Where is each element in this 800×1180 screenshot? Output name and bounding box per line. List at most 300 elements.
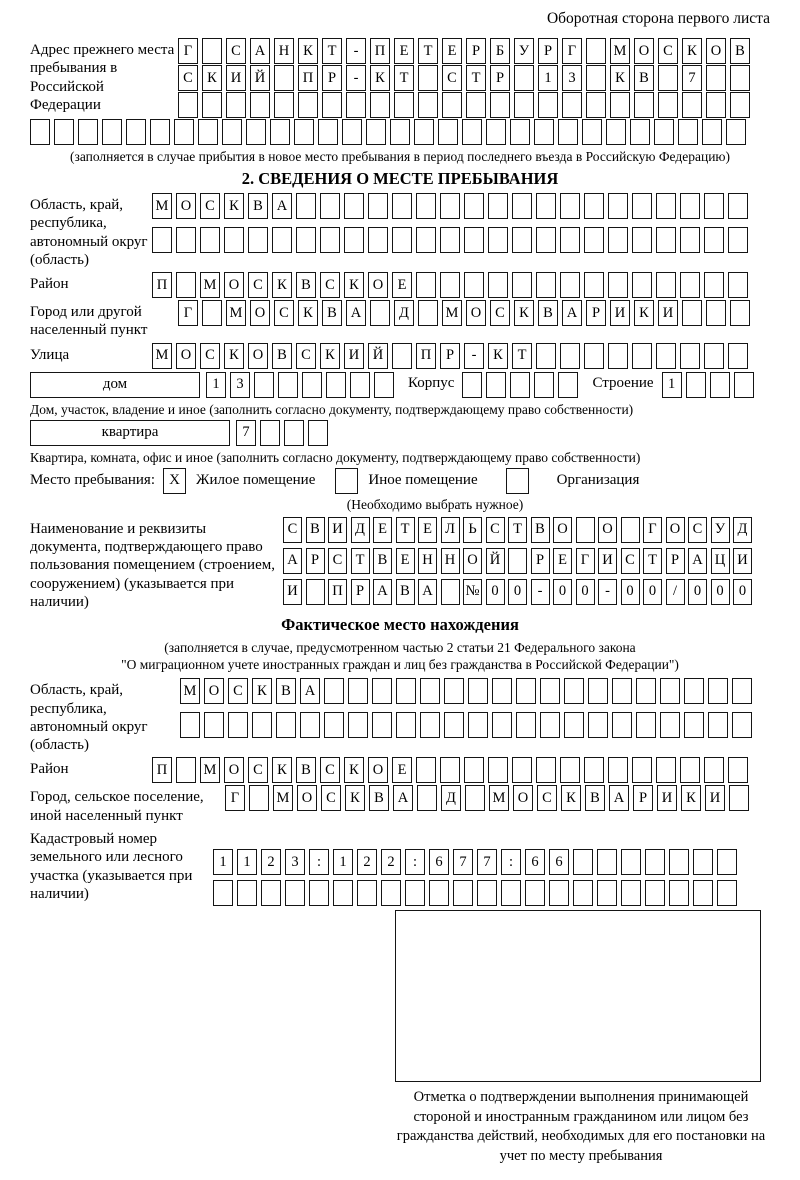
char-cell xyxy=(344,227,364,253)
char-cell: Т xyxy=(351,548,370,574)
region-row-1 xyxy=(152,193,752,219)
char-cell: И xyxy=(657,785,677,811)
char-cell: - xyxy=(598,579,617,605)
char-cell: В xyxy=(296,272,316,298)
char-cell xyxy=(381,880,401,906)
prev-address-field xyxy=(30,38,770,118)
char-cell: 3 xyxy=(562,65,582,91)
char-cell: - xyxy=(346,65,366,91)
char-cell: О xyxy=(368,757,388,783)
char-cell xyxy=(416,227,436,253)
char-cell xyxy=(536,343,556,369)
char-cell: Т xyxy=(508,517,527,543)
char-cell: С xyxy=(320,757,340,783)
char-cell xyxy=(730,92,750,118)
char-cell: В xyxy=(276,678,296,704)
char-cell xyxy=(440,193,460,219)
char-cell xyxy=(416,193,436,219)
char-cell xyxy=(621,517,640,543)
char-cell xyxy=(374,372,394,398)
char-cell xyxy=(309,880,329,906)
street-field xyxy=(30,343,770,369)
char-cell xyxy=(444,712,464,738)
prev-address-row-2 xyxy=(178,65,754,91)
char-cell xyxy=(176,757,196,783)
char-cell xyxy=(576,517,595,543)
char-cell xyxy=(420,712,440,738)
char-cell: А xyxy=(346,300,366,326)
char-cell xyxy=(636,712,656,738)
char-cell: С xyxy=(537,785,557,811)
char-cell xyxy=(222,119,242,145)
char-cell xyxy=(586,38,606,64)
char-cell xyxy=(702,119,722,145)
char-cell xyxy=(608,272,628,298)
char-cell xyxy=(285,880,305,906)
char-cell xyxy=(444,678,464,704)
char-cell: 0 xyxy=(688,579,707,605)
char-cell: С xyxy=(200,343,220,369)
char-cell: 7 xyxy=(453,849,473,875)
char-cell xyxy=(418,92,438,118)
char-cell: С xyxy=(178,65,198,91)
char-cell xyxy=(704,227,724,253)
char-cell xyxy=(630,119,650,145)
char-cell: 7 xyxy=(477,849,497,875)
char-cell: Т xyxy=(396,517,415,543)
char-cell: Й xyxy=(250,65,270,91)
region-label: Область, край, республика, автономный округ (область) xyxy=(30,197,148,268)
char-cell: С xyxy=(274,300,294,326)
char-cell xyxy=(632,272,652,298)
char-cell xyxy=(176,227,196,253)
char-cell xyxy=(680,757,700,783)
char-cell xyxy=(612,678,632,704)
char-cell: К xyxy=(514,300,534,326)
char-cell: К xyxy=(272,757,292,783)
char-cell xyxy=(512,757,532,783)
char-cell: У xyxy=(711,517,730,543)
char-cell: М xyxy=(200,757,220,783)
char-cell: П xyxy=(416,343,436,369)
char-cell xyxy=(252,712,272,738)
char-cell xyxy=(350,372,370,398)
char-cell: 1 xyxy=(662,372,682,398)
char-cell xyxy=(468,712,488,738)
char-cell xyxy=(284,420,304,446)
actual-location-note-line2: "О миграционном учете иностранных граждан и лиц без гражданства в Российской Федерации") xyxy=(121,657,679,673)
char-cell xyxy=(708,678,728,704)
char-cell xyxy=(730,65,750,91)
char-cell: О xyxy=(513,785,533,811)
char-cell: К xyxy=(252,678,272,704)
char-cell: П xyxy=(370,38,390,64)
char-cell xyxy=(660,712,680,738)
char-cell xyxy=(632,757,652,783)
street-row xyxy=(152,343,752,369)
char-cell: Е xyxy=(392,272,412,298)
char-cell: 1 xyxy=(333,849,353,875)
char-cell: 0 xyxy=(643,579,662,605)
char-cell xyxy=(584,757,604,783)
house-row xyxy=(30,372,770,398)
char-cell: М xyxy=(152,193,172,219)
actual-region-row-2 xyxy=(180,712,756,738)
char-cell xyxy=(249,785,269,811)
char-cell xyxy=(656,227,676,253)
char-cell: П xyxy=(152,272,172,298)
char-cell: Р xyxy=(466,38,486,64)
char-cell xyxy=(680,227,700,253)
char-cell xyxy=(488,272,508,298)
char-cell: Т xyxy=(512,343,532,369)
char-cell: К xyxy=(681,785,701,811)
char-cell xyxy=(514,92,534,118)
char-cell: Д xyxy=(351,517,370,543)
char-cell xyxy=(150,119,170,145)
char-cell: Т xyxy=(418,38,438,64)
actual-district-field xyxy=(30,757,770,783)
char-cell xyxy=(248,227,268,253)
char-cell xyxy=(296,193,316,219)
char-cell: Р xyxy=(322,65,342,91)
char-cell: С xyxy=(442,65,462,91)
char-cell xyxy=(573,849,593,875)
char-cell: 0 xyxy=(486,579,505,605)
house-note: Дом, участок, владение и иное (заполнить согласно документу, подтверждающему право собственности) xyxy=(30,401,634,417)
actual-region-label: Область, край, республика, автономный округ (область) xyxy=(30,682,148,754)
char-cell xyxy=(416,272,436,298)
char-cell: Д xyxy=(394,300,414,326)
char-cell xyxy=(608,757,628,783)
char-cell: - xyxy=(464,343,484,369)
char-cell: С xyxy=(658,38,678,64)
char-cell: А xyxy=(373,579,392,605)
document-row-3 xyxy=(283,579,756,605)
char-cell: И xyxy=(283,579,302,605)
char-cell xyxy=(536,757,556,783)
char-cell xyxy=(732,678,752,704)
house-number-cells xyxy=(206,372,398,398)
char-cell: С xyxy=(688,517,707,543)
char-cell xyxy=(405,880,425,906)
char-cell xyxy=(560,757,580,783)
char-cell xyxy=(560,193,580,219)
char-cell xyxy=(501,880,521,906)
char-cell: Р xyxy=(633,785,653,811)
char-cell xyxy=(453,880,473,906)
char-cell: В xyxy=(585,785,605,811)
char-cell xyxy=(645,880,665,906)
stay-note: (Необходимо выбрать нужное) xyxy=(346,496,524,512)
char-cell: О xyxy=(598,517,617,543)
char-cell: 7 xyxy=(236,420,256,446)
char-cell xyxy=(300,712,320,738)
char-cell xyxy=(260,420,280,446)
char-cell: Р xyxy=(306,548,325,574)
char-cell xyxy=(438,119,458,145)
char-cell xyxy=(396,712,416,738)
char-cell: М xyxy=(152,343,172,369)
stay-option-label-organization: Организация xyxy=(556,472,640,489)
char-cell: 0 xyxy=(621,579,640,605)
char-cell: Е xyxy=(373,517,392,543)
char-cell: А xyxy=(272,193,292,219)
char-cell: Г xyxy=(225,785,245,811)
char-cell xyxy=(656,343,676,369)
char-cell xyxy=(370,300,390,326)
char-cell: 7 xyxy=(682,65,702,91)
char-cell xyxy=(270,119,290,145)
char-cell xyxy=(632,343,652,369)
char-cell xyxy=(584,193,604,219)
char-cell: Ц xyxy=(711,548,730,574)
stamp-box xyxy=(395,910,761,1082)
char-cell: М xyxy=(226,300,246,326)
char-cell: В xyxy=(306,517,325,543)
char-cell xyxy=(392,227,412,253)
char-cell: О xyxy=(368,272,388,298)
char-cell xyxy=(656,193,676,219)
char-cell xyxy=(704,343,724,369)
char-cell xyxy=(726,119,746,145)
char-cell xyxy=(693,849,713,875)
char-cell xyxy=(368,227,388,253)
stay-option-checkbox-residential: X xyxy=(163,468,186,494)
char-cell: О xyxy=(224,757,244,783)
char-cell xyxy=(538,92,558,118)
actual-location-title: Фактическое место нахождения xyxy=(281,615,519,635)
char-cell xyxy=(440,272,460,298)
char-cell xyxy=(704,272,724,298)
char-cell xyxy=(516,712,536,738)
char-cell: И xyxy=(226,65,246,91)
char-cell: С xyxy=(621,548,640,574)
actual-city-field xyxy=(30,785,770,825)
char-cell: 6 xyxy=(549,849,569,875)
char-cell: 6 xyxy=(525,849,545,875)
char-cell xyxy=(514,65,534,91)
apartment-row xyxy=(30,420,770,446)
stay-option-checkbox-organization xyxy=(506,468,529,494)
char-cell xyxy=(632,227,652,253)
char-cell: Е xyxy=(396,548,415,574)
char-cell xyxy=(656,272,676,298)
char-cell xyxy=(512,193,532,219)
char-cell: С xyxy=(283,517,302,543)
prev-address-row-3 xyxy=(178,92,754,118)
char-cell xyxy=(621,880,641,906)
char-cell: 1 xyxy=(206,372,226,398)
char-cell xyxy=(704,193,724,219)
char-cell: В xyxy=(531,517,550,543)
stay-option-label-residential: Жилое помещение xyxy=(196,472,316,489)
actual-district-label: Район xyxy=(30,761,69,778)
document-row-1 xyxy=(283,517,756,543)
char-cell: О xyxy=(176,193,196,219)
char-cell: А xyxy=(300,678,320,704)
cadastre-field xyxy=(30,827,770,906)
char-cell xyxy=(306,579,325,605)
char-cell xyxy=(490,92,510,118)
char-cell xyxy=(510,372,530,398)
char-cell: К xyxy=(224,193,244,219)
char-cell xyxy=(396,678,416,704)
prev-address-label: Адрес прежнего места пребывания в Российской Федерации xyxy=(30,42,175,113)
stamp-caption: Отметка о подтверждении выполнения принимающей стороной и иностранным гражданином или лицом без гражданства действий, необходимых для его постановки на учет по месту пребывания xyxy=(396,1089,766,1164)
apartment-note: Квартира, комната, офис и иное (заполнить согласно документу, подтверждающему право собственности) xyxy=(30,449,641,465)
char-cell: И xyxy=(328,517,347,543)
char-cell xyxy=(226,92,246,118)
char-cell: : xyxy=(405,849,425,875)
char-cell: М xyxy=(180,678,200,704)
char-cell xyxy=(198,119,218,145)
char-cell xyxy=(346,92,366,118)
char-cell xyxy=(560,227,580,253)
char-cell: С xyxy=(296,343,316,369)
char-cell: Д xyxy=(733,517,752,543)
char-cell: М xyxy=(273,785,293,811)
char-cell xyxy=(510,119,530,145)
char-cell xyxy=(549,880,569,906)
char-cell: Ь xyxy=(463,517,482,543)
cadastre-row-2 xyxy=(213,880,741,906)
char-cell: К xyxy=(682,38,702,64)
char-cell xyxy=(298,92,318,118)
char-cell xyxy=(466,92,486,118)
char-cell xyxy=(582,119,602,145)
char-cell xyxy=(176,272,196,298)
char-cell xyxy=(320,227,340,253)
char-cell: О xyxy=(466,300,486,326)
char-cell xyxy=(597,849,617,875)
char-cell: 3 xyxy=(285,849,305,875)
char-cell xyxy=(324,712,344,738)
char-cell: М xyxy=(200,272,220,298)
char-cell xyxy=(370,92,390,118)
char-cell xyxy=(102,119,122,145)
char-cell xyxy=(706,300,726,326)
char-cell: К xyxy=(344,757,364,783)
char-cell: Т xyxy=(394,65,414,91)
char-cell xyxy=(246,119,266,145)
city-field xyxy=(30,300,770,340)
char-cell: 0 xyxy=(508,579,527,605)
region-field xyxy=(30,193,770,269)
char-cell xyxy=(706,92,726,118)
char-cell xyxy=(654,119,674,145)
char-cell: О xyxy=(250,300,270,326)
char-cell: С xyxy=(328,548,347,574)
char-cell xyxy=(512,227,532,253)
char-cell: О xyxy=(463,548,482,574)
char-cell: С xyxy=(228,678,248,704)
prev-address-rows xyxy=(178,38,754,118)
char-cell xyxy=(656,757,676,783)
char-cell xyxy=(686,372,706,398)
char-cell xyxy=(728,227,748,253)
prev-address-note: (заполняется в случае прибытия в новое место пребывания в период последнего въезда в Российскую Федерацию) xyxy=(69,149,731,164)
char-cell xyxy=(534,372,554,398)
char-cell xyxy=(440,757,460,783)
char-cell: Г xyxy=(178,300,198,326)
char-cell xyxy=(441,579,460,605)
char-cell: О xyxy=(224,272,244,298)
char-cell: - xyxy=(531,579,550,605)
char-cell: К xyxy=(610,65,630,91)
char-cell: К xyxy=(224,343,244,369)
char-cell: Й xyxy=(368,343,388,369)
char-cell: 0 xyxy=(553,579,572,605)
char-cell: М xyxy=(489,785,509,811)
char-cell: 0 xyxy=(576,579,595,605)
char-cell xyxy=(717,880,737,906)
char-cell xyxy=(560,343,580,369)
char-cell: Н xyxy=(274,38,294,64)
char-cell xyxy=(366,119,386,145)
apartment-cells xyxy=(236,420,332,446)
char-cell xyxy=(558,372,578,398)
char-cell xyxy=(558,119,578,145)
char-cell xyxy=(394,92,414,118)
char-cell xyxy=(560,272,580,298)
char-cell: Г xyxy=(178,38,198,64)
char-cell xyxy=(390,119,410,145)
char-cell: Б xyxy=(490,38,510,64)
char-cell: 0 xyxy=(711,579,730,605)
actual-location-note-line1: (заполняется в случае, предусмотренном частью 2 статьи 21 Федерального закона xyxy=(164,640,636,656)
char-cell xyxy=(684,712,704,738)
char-cell xyxy=(488,757,508,783)
char-cell: С xyxy=(200,193,220,219)
char-cell xyxy=(492,712,512,738)
stay-option-label-other-premises: Иное помещение xyxy=(368,472,478,489)
char-cell xyxy=(488,193,508,219)
char-cell xyxy=(202,92,222,118)
stroenie-cells xyxy=(662,372,758,398)
char-cell xyxy=(612,712,632,738)
stay-option-checkbox-other-premises xyxy=(335,468,358,494)
apartment-box-label: квартира xyxy=(30,420,230,446)
char-cell xyxy=(573,880,593,906)
char-cell: У xyxy=(514,38,534,64)
char-cell xyxy=(606,119,626,145)
stamp-area xyxy=(395,910,767,1166)
char-cell xyxy=(564,678,584,704)
char-cell xyxy=(536,227,556,253)
char-cell xyxy=(608,227,628,253)
prev-address-row-1 xyxy=(178,38,754,64)
char-cell xyxy=(464,193,484,219)
actual-city-label: Город, сельское поселение, иной населенный пункт xyxy=(30,789,204,824)
page-side-note: Оборотная сторона первого листа xyxy=(546,10,770,27)
char-cell xyxy=(462,119,482,145)
region-row-2 xyxy=(152,227,752,253)
char-cell: И xyxy=(733,548,752,574)
char-cell xyxy=(152,227,172,253)
char-cell xyxy=(272,227,292,253)
actual-region-field xyxy=(30,678,770,754)
char-cell xyxy=(734,372,754,398)
char-cell: К xyxy=(345,785,365,811)
char-cell xyxy=(462,372,482,398)
actual-region-rows xyxy=(180,678,756,738)
char-cell: : xyxy=(501,849,521,875)
char-cell xyxy=(348,678,368,704)
char-cell: К xyxy=(298,300,318,326)
char-cell xyxy=(202,38,222,64)
char-cell xyxy=(368,193,388,219)
